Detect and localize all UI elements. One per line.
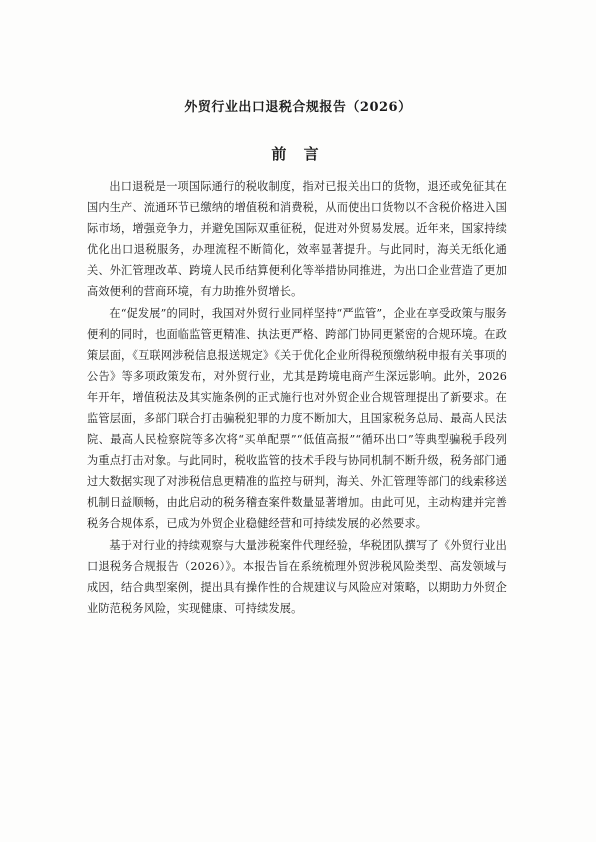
preface-heading: 前 言 xyxy=(271,145,325,163)
preface-body xyxy=(87,177,507,622)
paragraph-2: 在“促发展”的同时，我国对外贸行业同样坚持“严监管”，企业在享受政策与服务便利的同时，也面临监管更精准、执法更严格、跨部门协同更紧密的合规环境。在政策层面，《互联网涉税信息报送规定》《关于优化企业所得税预缴纳税申报有关事项的公告》等多项政策发布，对外贸行业，尤其是跨境电商产生深远影响。此外，2026年开年，增值税法及其实施条例的正式施行也对外贸企业合规管理提出了新要求。在监管层面，多部门联合打击骗税犯罪的力度不断加大，且国家税务总局、最高人民法院、最高人民检察院等多次将“买单配票”“低值高报”“循环出口”等典型骗税手段列为重点打击对象。与此同时，税收监管的技术手段与协同机制不断升级，税务部门通过大数据实现了对涉税信息更精准的监控与研判，海关、外汇管理等部门的线索移送机制日益顺畅，由此启动的税务稽查案件数量显著增加。由此可见，主动构建并完善税务合规体系，已成为外贸企业稳健经营和可持续发展的必然要求。 xyxy=(87,307,508,530)
paragraph-1: 出口退税是一项国际通行的税收制度，指对已报关出口的货物，退还或免征其在国内生产、流通环节已缴纳的增值税和消费税，从而使出口货物以不含税价格进入国际市场，增强竞争力，并避免国际双重征税，促进对外贸易发展。近年来，国家持续优化出口退税服务，办理流程不断简化，效率显著提升。与此同时，海关无纸化通关、外汇管理改革、跨境人民币结算便利化等举措协同推进，为出口企业营造了更加高效便利的营商环境，有力助推外贸增长。 xyxy=(87,180,507,298)
paragraph-3: 基于对行业的持续观察与大量涉税案件代理经验，华税团队撰写了《外贸行业出口退税务合规报告（2026）》。本报告旨在系统梳理外贸涉税风险类型、高发领域与成因，结合典型案例，提出具有操作性的合规建议与风险应对策略，以期助力外贸企业防范税务风险，实现健康、可持续发展。 xyxy=(87,539,507,616)
document-title: 外贸行业出口退税合规报告（2026） xyxy=(184,100,412,115)
